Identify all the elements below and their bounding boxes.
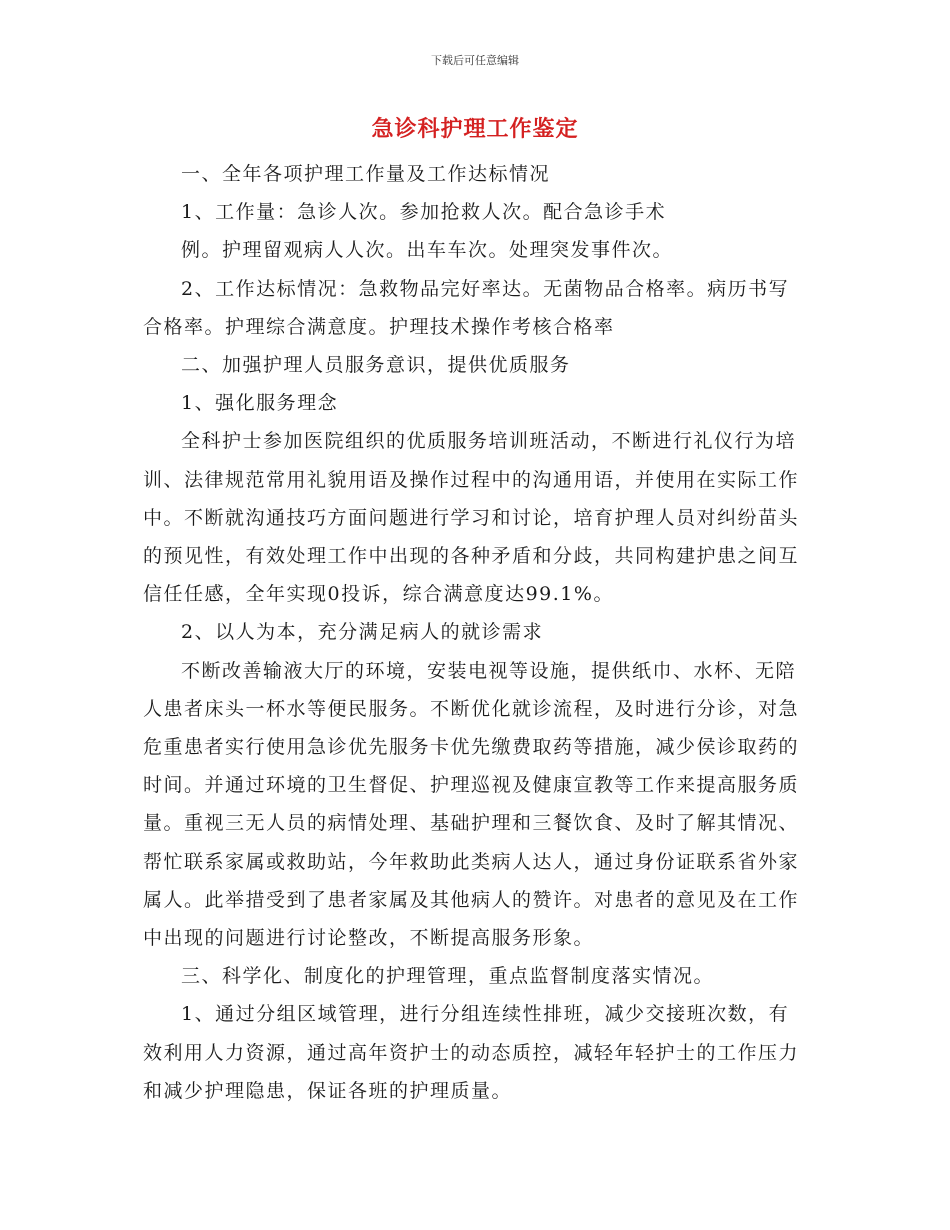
section-heading-workload: 一、全年各项护理工作量及工作达标情况 bbox=[181, 163, 551, 185]
paragraph-standards: 2、工作达标情况：急救物品完好率达。无菌物品合格率。病历书写合格率。护理综合满意度。护理技术操作考核合格率 bbox=[143, 277, 790, 338]
document-title: 急诊科护理工作鉴定 bbox=[371, 116, 579, 142]
paragraph-group-management: 1、通过分组区域管理，进行分组连续性排班，减少交接班次数，有效利用人力资源，通过高年资护士的动态质控，减轻年轻护士的工作压力和减少护理隐患，保证各班的护理质量。 bbox=[143, 1003, 800, 1102]
paragraph-patient-needs: 不断改善输液大厅的环境，安装电视等设施，提供纸巾、水杯、无陪人患者床头一杯水等便民服务。不断优化就诊流程，及时进行分诊，对急危重患者实行使用急诊优先服务卡优先缴费取药等措施，减少侯诊取药的时间。并通过环境的卫生督促、护理巡视及健康宣教等工作来提高服务质量。重视三无人员的病情处理、基础护理和三餐饮食、及时了解其情况、帮忙联系家属或救助站，今年救助此类病人达人，通过身份证联系省外家属人。此举措受到了患者家属及其他病人的赞许。对患者的意见及在工作中出现的问题进行讨论整改，不断提高服务形象。 bbox=[143, 659, 800, 950]
paragraph-workload-line1: 1、工作量：急诊人次。参加抢救人次。配合急诊手术 bbox=[181, 201, 667, 224]
paragraph-workload-line2: 例。护理留观病人人次。出车车次。处理突发事件次。 bbox=[181, 239, 674, 262]
subheading-patient-needs: 2、以人为本，充分满足病人的就诊需求 bbox=[181, 621, 544, 644]
page-header-note: 下载后可任意编辑 bbox=[431, 54, 519, 67]
document-body bbox=[143, 155, 808, 1110]
paragraph-service-training: 全科护士参加医院组织的优质服务培训班活动，不断进行礼仪行为培训、法律规范常用礼貌用语及操作过程中的沟通用语，并使用在实际工作中。不断就沟通技巧方面问题进行学习和讨论，培育护理人员对纠纷苗头的预见性，有效处理工作中出现的各种矛盾和分歧，共同构建护患之间互信任任感，全年实现0投诉，综合满意度达99.1%。 bbox=[143, 430, 800, 606]
section-heading-service: 二、加强护理人员服务意识，提供优质服务 bbox=[181, 354, 571, 377]
subheading-service-concept: 1、强化服务理念 bbox=[181, 392, 339, 415]
section-heading-management: 三、科学化、制度化的护理管理，重点监督制度落实情况。 bbox=[181, 965, 715, 988]
